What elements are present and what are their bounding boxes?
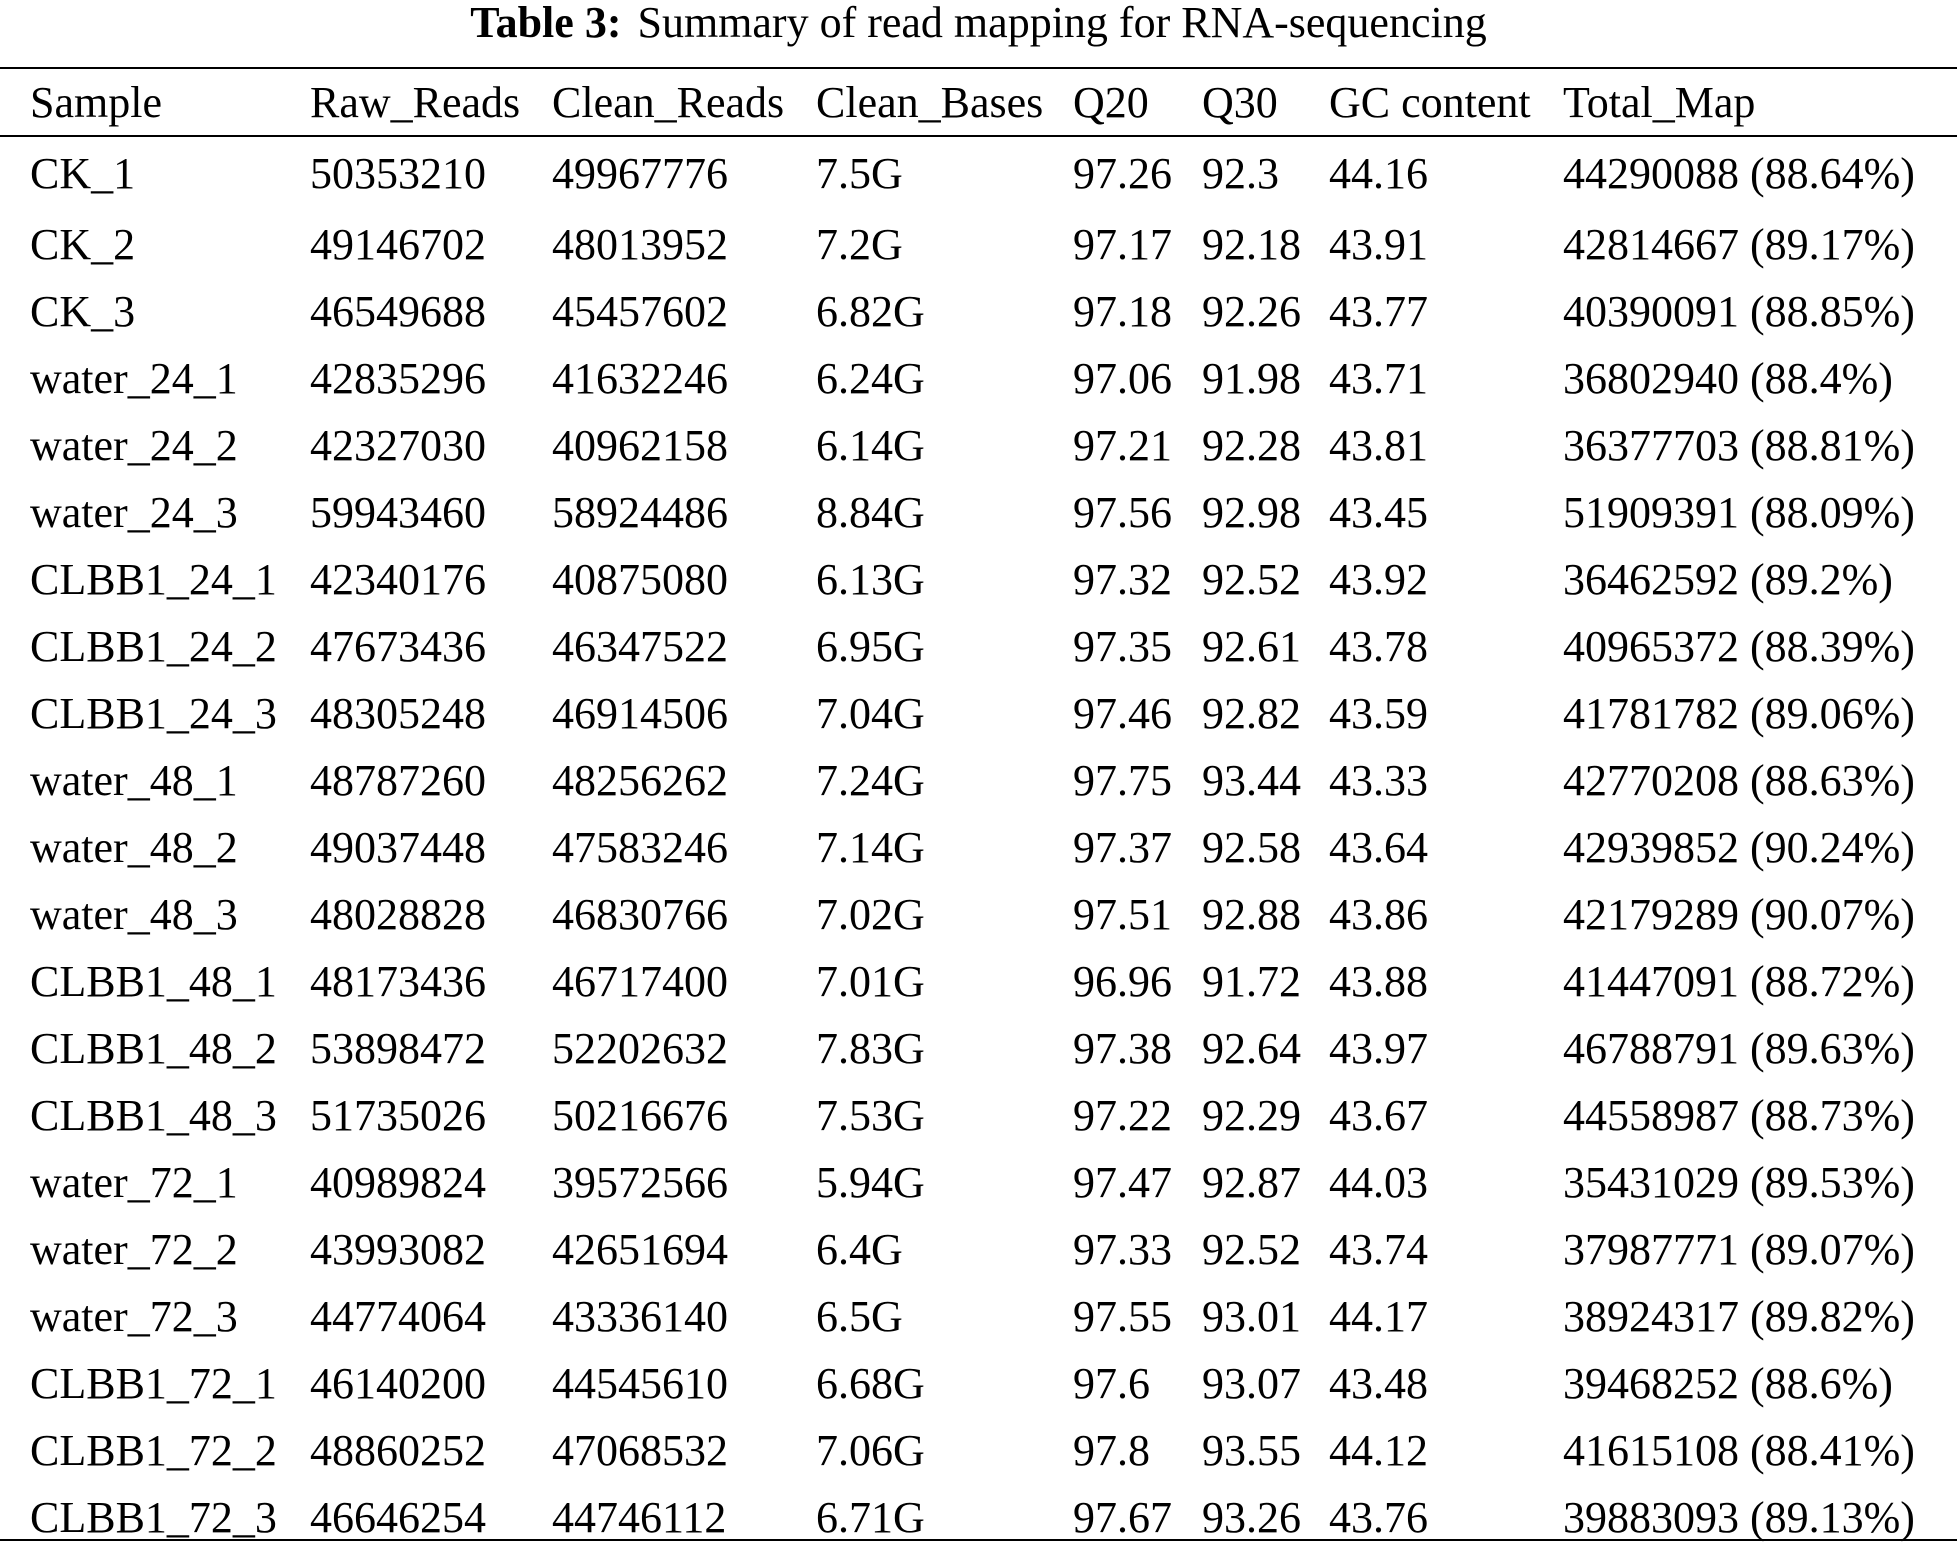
cell-q20: 97.17 (1073, 220, 1172, 269)
cell-clean-reads: 46830766 (552, 890, 728, 939)
column-header-sample: Sample (30, 78, 162, 127)
cell-q20: 97.18 (1073, 287, 1172, 336)
table-row (30, 211, 1943, 278)
cell-raw-reads: 43993082 (310, 1225, 486, 1274)
cell-raw-reads: 49037448 (310, 823, 486, 872)
table-row (30, 546, 1943, 613)
read-mapping-table (30, 70, 1943, 1551)
cell-total-map: 46788791 (89.63%) (1563, 1024, 1915, 1073)
cell-total-map: 38924317 (89.82%) (1563, 1292, 1915, 1341)
cell-raw-reads: 42327030 (310, 421, 486, 470)
cell-gc-content: 43.45 (1329, 488, 1428, 537)
cell-q30: 92.87 (1202, 1158, 1301, 1207)
cell-total-map: 36802940 (88.4%) (1563, 354, 1893, 403)
cell-q20: 97.55 (1073, 1292, 1172, 1341)
cell-sample: CLBB1_72_1 (30, 1359, 277, 1408)
cell-raw-reads: 50353210 (310, 148, 486, 198)
cell-q20: 97.22 (1073, 1091, 1172, 1140)
table-row (30, 479, 1943, 546)
table-caption-label: Table 3: (470, 0, 622, 47)
column-header-total-map: Total_Map (1563, 78, 1756, 127)
cell-raw-reads: 48305248 (310, 689, 486, 738)
cell-clean-bases: 7.83G (816, 1024, 925, 1073)
table-row (30, 1283, 1943, 1350)
cell-q30: 93.26 (1202, 1493, 1301, 1542)
cell-clean-reads: 42651694 (552, 1225, 728, 1274)
cell-raw-reads: 47673436 (310, 622, 486, 671)
cell-q20: 97.56 (1073, 488, 1172, 537)
cell-q20: 96.96 (1073, 957, 1172, 1006)
table-top-rule (0, 67, 1957, 69)
cell-clean-bases: 7.01G (816, 957, 925, 1006)
cell-total-map: 42179289 (90.07%) (1563, 890, 1915, 939)
cell-sample: CK_3 (30, 287, 136, 336)
cell-gc-content: 43.97 (1329, 1024, 1428, 1073)
cell-clean-reads: 49967776 (552, 148, 728, 198)
cell-total-map: 40390091 (88.85%) (1563, 287, 1915, 336)
cell-q30: 92.61 (1202, 622, 1301, 671)
cell-q30: 92.98 (1202, 488, 1301, 537)
cell-clean-reads: 46914506 (552, 689, 728, 738)
cell-gc-content: 43.48 (1329, 1359, 1428, 1408)
cell-clean-reads: 44545610 (552, 1359, 728, 1408)
cell-q20: 97.67 (1073, 1493, 1172, 1542)
cell-sample: CLBB1_24_2 (30, 622, 277, 671)
cell-q30: 92.82 (1202, 689, 1301, 738)
column-header-clean-reads: Clean_Reads (552, 78, 785, 127)
table-row (30, 135, 1943, 211)
table-row (30, 948, 1943, 1015)
cell-sample: water_72_1 (30, 1158, 238, 1207)
cell-q30: 92.88 (1202, 890, 1301, 939)
table-row (30, 1484, 1943, 1551)
cell-raw-reads: 48028828 (310, 890, 486, 939)
cell-total-map: 44290088 (88.64%) (1563, 148, 1915, 198)
cell-total-map: 41447091 (88.72%) (1563, 957, 1915, 1006)
cell-clean-reads: 39572566 (552, 1158, 728, 1207)
cell-clean-reads: 58924486 (552, 488, 728, 537)
cell-clean-reads: 40875080 (552, 555, 728, 604)
cell-clean-reads: 46717400 (552, 957, 728, 1006)
cell-q20: 97.46 (1073, 689, 1172, 738)
table-row (30, 1015, 1943, 1082)
table-row (30, 680, 1943, 747)
column-header-raw-reads: Raw_Reads (310, 78, 521, 127)
cell-sample: CLBB1_48_2 (30, 1024, 277, 1073)
cell-total-map: 42770208 (88.63%) (1563, 756, 1915, 805)
cell-gc-content: 43.88 (1329, 957, 1428, 1006)
cell-q30: 93.55 (1202, 1426, 1301, 1475)
cell-clean-bases: 6.95G (816, 622, 925, 671)
cell-sample: CLBB1_72_3 (30, 1493, 277, 1542)
cell-clean-bases: 7.04G (816, 689, 925, 738)
cell-total-map: 35431029 (89.53%) (1563, 1158, 1915, 1207)
cell-raw-reads: 49146702 (310, 220, 486, 269)
table-row (30, 345, 1943, 412)
cell-clean-reads: 52202632 (552, 1024, 728, 1073)
table-row (30, 1417, 1943, 1484)
cell-q20: 97.37 (1073, 823, 1172, 872)
cell-gc-content: 43.92 (1329, 555, 1428, 604)
cell-raw-reads: 46140200 (310, 1359, 486, 1408)
cell-sample: CLBB1_48_1 (30, 957, 277, 1006)
cell-clean-reads: 48013952 (552, 220, 728, 269)
cell-clean-reads: 41632246 (552, 354, 728, 403)
cell-clean-bases: 7.5G (816, 148, 903, 198)
cell-q30: 93.01 (1202, 1292, 1301, 1341)
cell-gc-content: 44.12 (1329, 1426, 1428, 1475)
table-row (30, 613, 1943, 680)
cell-clean-reads: 47583246 (552, 823, 728, 872)
cell-clean-bases: 6.82G (816, 287, 925, 336)
cell-gc-content: 44.16 (1329, 148, 1428, 198)
table-row (30, 1082, 1943, 1149)
cell-q20: 97.21 (1073, 421, 1172, 470)
cell-q20: 97.06 (1073, 354, 1172, 403)
cell-gc-content: 43.33 (1329, 756, 1428, 805)
cell-sample: CLBB1_24_1 (30, 555, 277, 604)
column-header-clean-bases: Clean_Bases (816, 78, 1044, 127)
cell-q30: 92.58 (1202, 823, 1301, 872)
table-row (30, 747, 1943, 814)
cell-q20: 97.32 (1073, 555, 1172, 604)
cell-q20: 97.35 (1073, 622, 1172, 671)
cell-q30: 92.3 (1202, 148, 1279, 198)
table-row (30, 1216, 1943, 1283)
cell-raw-reads: 44774064 (310, 1292, 486, 1341)
cell-gc-content: 43.78 (1329, 622, 1428, 671)
cell-raw-reads: 48860252 (310, 1426, 486, 1475)
cell-q30: 93.07 (1202, 1359, 1301, 1408)
cell-clean-reads: 47068532 (552, 1426, 728, 1475)
table-row (30, 1149, 1943, 1216)
cell-sample: water_72_3 (30, 1292, 238, 1341)
cell-gc-content: 43.71 (1329, 354, 1428, 403)
cell-clean-reads: 45457602 (552, 287, 728, 336)
cell-raw-reads: 51735026 (310, 1091, 486, 1140)
cell-total-map: 42814667 (89.17%) (1563, 220, 1915, 269)
cell-clean-bases: 7.02G (816, 890, 925, 939)
cell-raw-reads: 46646254 (310, 1493, 486, 1542)
cell-clean-bases: 8.84G (816, 488, 925, 537)
cell-gc-content: 43.64 (1329, 823, 1428, 872)
cell-sample: CK_1 (30, 148, 136, 198)
cell-sample: water_24_2 (30, 421, 238, 470)
cell-sample: CLBB1_72_2 (30, 1426, 277, 1475)
cell-clean-reads: 50216676 (552, 1091, 728, 1140)
cell-q20: 97.75 (1073, 756, 1172, 805)
cell-total-map: 37987771 (89.07%) (1563, 1225, 1915, 1274)
cell-sample: CLBB1_24_3 (30, 689, 277, 738)
cell-clean-bases: 7.53G (816, 1091, 925, 1140)
cell-raw-reads: 59943460 (310, 488, 486, 537)
cell-q30: 92.26 (1202, 287, 1301, 336)
cell-q20: 97.8 (1073, 1426, 1150, 1475)
table-row (30, 1350, 1943, 1417)
cell-clean-bases: 6.5G (816, 1292, 903, 1341)
cell-q30: 93.44 (1202, 756, 1301, 805)
cell-gc-content: 43.81 (1329, 421, 1428, 470)
cell-raw-reads: 46549688 (310, 287, 486, 336)
cell-total-map: 36462592 (89.2%) (1563, 555, 1893, 604)
table-row (30, 814, 1943, 881)
cell-q30: 92.64 (1202, 1024, 1301, 1073)
cell-sample: water_48_3 (30, 890, 238, 939)
cell-q30: 91.98 (1202, 354, 1301, 403)
table-body (30, 135, 1943, 1551)
cell-gc-content: 43.74 (1329, 1225, 1428, 1274)
cell-clean-bases: 7.06G (816, 1426, 925, 1475)
cell-q30: 92.52 (1202, 1225, 1301, 1274)
column-header-q20: Q20 (1073, 78, 1149, 127)
cell-q30: 91.72 (1202, 957, 1301, 1006)
cell-gc-content: 43.76 (1329, 1493, 1428, 1542)
column-header-q30: Q30 (1202, 78, 1278, 127)
cell-clean-reads: 46347522 (552, 622, 728, 671)
cell-sample: water_24_3 (30, 488, 238, 537)
cell-total-map: 42939852 (90.24%) (1563, 823, 1915, 872)
cell-sample: water_48_2 (30, 823, 238, 872)
table-caption (0, 0, 1957, 50)
cell-clean-bases: 7.24G (816, 756, 925, 805)
cell-raw-reads: 40989824 (310, 1158, 486, 1207)
cell-total-map: 41615108 (88.41%) (1563, 1426, 1915, 1475)
column-header-gc-content: GC content (1329, 78, 1531, 127)
cell-gc-content: 44.17 (1329, 1292, 1428, 1341)
cell-sample: water_24_1 (30, 354, 238, 403)
table-caption-text: Summary of read mapping for RNA-sequencing (637, 0, 1487, 47)
cell-clean-bases: 6.68G (816, 1359, 925, 1408)
cell-gc-content: 43.67 (1329, 1091, 1428, 1140)
cell-total-map: 44558987 (88.73%) (1563, 1091, 1915, 1140)
cell-clean-reads: 48256262 (552, 756, 728, 805)
cell-q30: 92.52 (1202, 555, 1301, 604)
cell-clean-reads: 44746112 (552, 1493, 727, 1542)
cell-total-map: 39883093 (89.13%) (1563, 1493, 1915, 1542)
cell-gc-content: 43.91 (1329, 220, 1428, 269)
cell-gc-content: 44.03 (1329, 1158, 1428, 1207)
cell-clean-reads: 43336140 (552, 1292, 728, 1341)
cell-q20: 97.47 (1073, 1158, 1172, 1207)
cell-clean-bases: 6.14G (816, 421, 925, 470)
cell-q20: 97.33 (1073, 1225, 1172, 1274)
cell-total-map: 39468252 (88.6%) (1563, 1359, 1893, 1408)
cell-raw-reads: 48787260 (310, 756, 486, 805)
cell-q20: 97.51 (1073, 890, 1172, 939)
table-header-row (30, 70, 1943, 135)
cell-gc-content: 43.86 (1329, 890, 1428, 939)
cell-clean-bases: 6.71G (816, 1493, 925, 1542)
cell-gc-content: 43.59 (1329, 689, 1428, 738)
cell-raw-reads: 42340176 (310, 555, 486, 604)
table-row (30, 412, 1943, 479)
cell-clean-bases: 6.24G (816, 354, 925, 403)
cell-clean-bases: 7.14G (816, 823, 925, 872)
cell-q30: 92.18 (1202, 220, 1301, 269)
cell-q30: 92.28 (1202, 421, 1301, 470)
cell-clean-bases: 5.94G (816, 1158, 925, 1207)
cell-total-map: 36377703 (88.81%) (1563, 421, 1915, 470)
cell-sample: water_72_2 (30, 1225, 238, 1274)
cell-clean-bases: 7.2G (816, 220, 903, 269)
cell-sample: CLBB1_48_3 (30, 1091, 277, 1140)
cell-clean-bases: 6.13G (816, 555, 925, 604)
cell-gc-content: 43.77 (1329, 287, 1428, 336)
cell-raw-reads: 48173436 (310, 957, 486, 1006)
cell-sample: water_48_1 (30, 756, 238, 805)
table-row (30, 881, 1943, 948)
cell-total-map: 40965372 (88.39%) (1563, 622, 1915, 671)
cell-raw-reads: 42835296 (310, 354, 486, 403)
cell-sample: CK_2 (30, 220, 136, 269)
cell-total-map: 41781782 (89.06%) (1563, 689, 1915, 738)
cell-total-map: 51909391 (88.09%) (1563, 488, 1915, 537)
cell-q20: 97.26 (1073, 148, 1172, 198)
cell-raw-reads: 53898472 (310, 1024, 486, 1073)
cell-clean-reads: 40962158 (552, 421, 728, 470)
cell-q20: 97.38 (1073, 1024, 1172, 1073)
cell-clean-bases: 6.4G (816, 1225, 903, 1274)
cell-q30: 92.29 (1202, 1091, 1301, 1140)
table-row (30, 278, 1943, 345)
cell-q20: 97.6 (1073, 1359, 1150, 1408)
